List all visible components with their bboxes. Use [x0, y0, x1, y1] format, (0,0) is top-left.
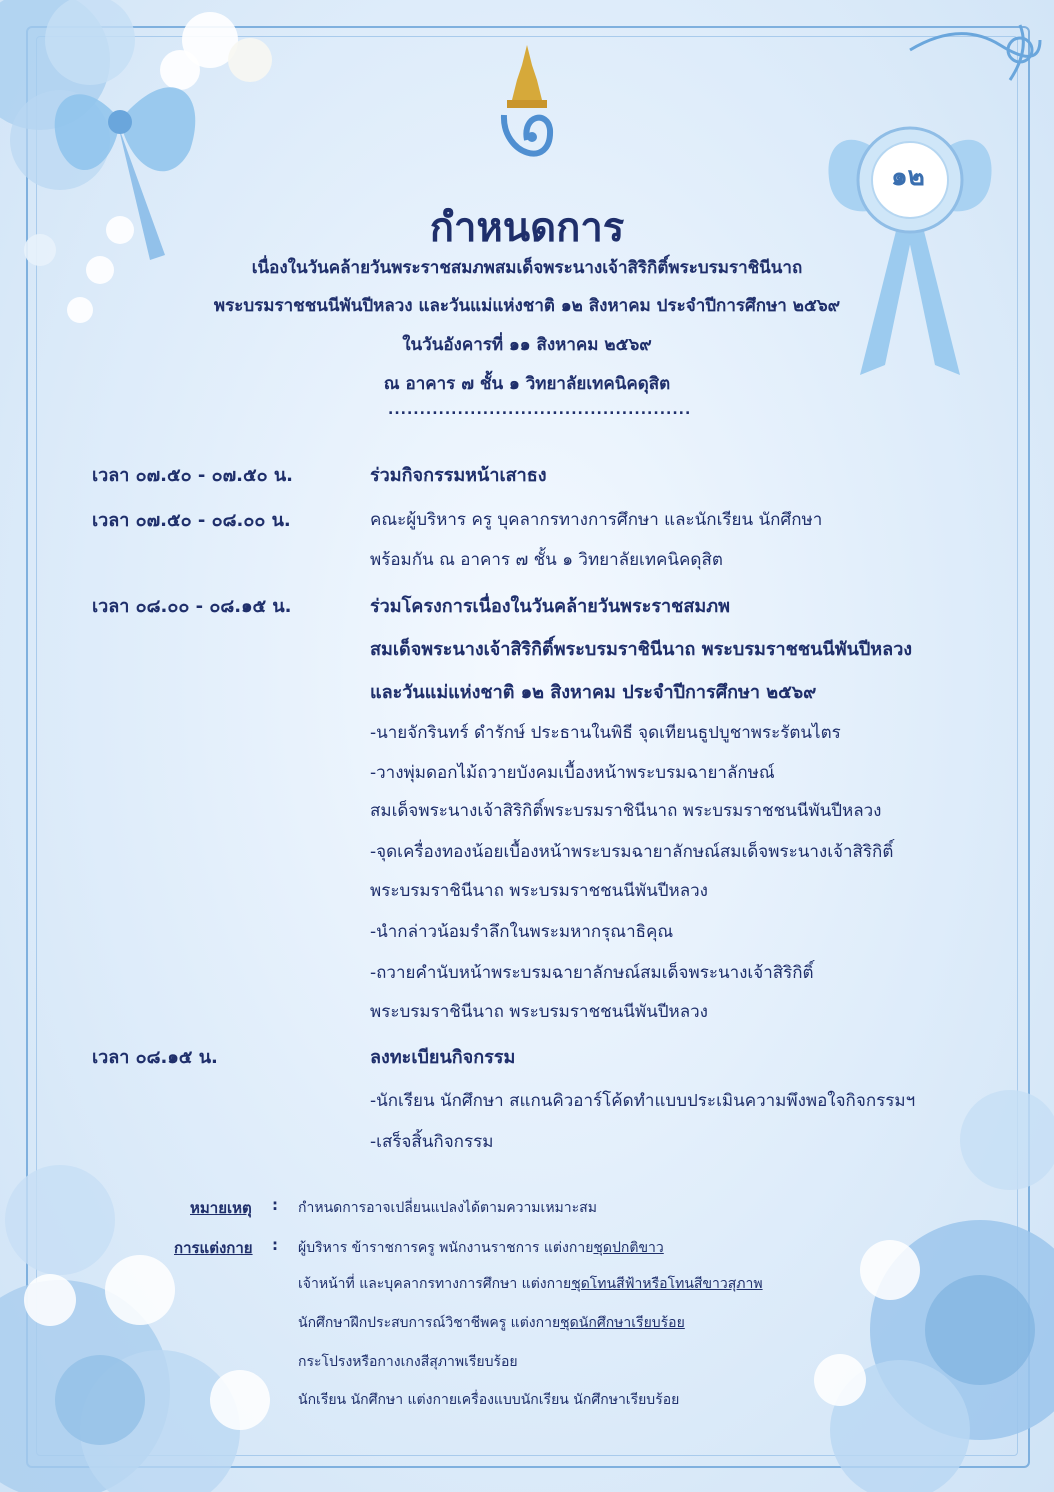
schedule-line: พร้อมกัน ณ อาคาร ๗ ชั้น ๑ วิทยาลัยเทคนิคดุสิต [370, 550, 723, 570]
schedule-line: สมเด็จพระนางเจ้าสิริกิติ์พระบรมราชินีนาถ พระบรมราชชนนีพันปีหลวง [370, 639, 913, 660]
dress-line-1 [298, 1237, 664, 1259]
schedule-line: -วางพุ่มดอกไม้ถวายบังคมเบื้องหน้าพระบรมฉายาลักษณ์ [370, 763, 775, 783]
dress-line-3-highlight: ชุดนักศึกษาเรียบร้อย [560, 1315, 685, 1331]
royal-emblem [492, 45, 562, 170]
flower-cluster-bottom-right [780, 1050, 1054, 1492]
schedule-time: เวลา ๐๘.๐๐ - ๐๘.๑๕ น. [92, 596, 292, 617]
subtitle-line-2: พระบรมราชชนนีพันปีหลวง และวันแม่แห่งชาติ ๑๒ สิงหาคม ประจำปีการศึกษา ๒๕๖๙ [213, 296, 841, 316]
date-line: ในวันอังคารที่ ๑๑ สิงหาคม ๒๕๖๙ [402, 335, 652, 355]
badge-number: ๑๒ [891, 162, 925, 192]
schedule-line: -นำกล่าวน้อมรำลึกในพระมหากรุณาธิคุณ [370, 922, 674, 942]
remark-colon: : [272, 1196, 278, 1214]
dress-line-3 [298, 1312, 685, 1334]
schedule-line: พระบรมราชินีนาถ พระบรมราชชนนีพันปีหลวง [370, 881, 708, 901]
schedule-line: พระบรมราชินีนาถ พระบรมราชชนนีพันปีหลวง [370, 1002, 708, 1022]
dress-line-4: กระโปรงหรือกางเกงสีสุภาพเรียบร้อย [298, 1354, 518, 1370]
subtitle-line-1: เนื่องในวันคล้ายวันพระราชสมภพสมเด็จพระนางเจ้าสิริกิติ์พระบรมราชินีนาถ [251, 258, 803, 278]
schedule-line: -นักเรียน นักศึกษา สแกนคิวอาร์โค้ดทำแบบประเมินความพึงพอใจกิจกรรมฯ [370, 1091, 916, 1111]
schedule-line: ร่วมโครงการเนื่องในวันคล้ายวันพระราชสมภพ [370, 596, 730, 617]
dress-colon: : [272, 1236, 278, 1254]
schedule-line: -นายจักรินทร์ ดำรักษ์ ประธานในพิธี จุดเทียนธูปบูชาพระรัตนไตร [370, 723, 841, 743]
dress-line-3-text: นักศึกษาฝึกประสบการณ์วิชาชีพครู แต่งกาย [298, 1315, 561, 1331]
schedule-line: ลงทะเบียนกิจกรรม [370, 1047, 516, 1068]
schedule-time: เวลา ๐๘.๑๕ น. [92, 1047, 218, 1068]
schedule-line: และวันแม่แห่งชาติ ๑๒ สิงหาคม ประจำปีการศึกษา ๒๕๖๙ [370, 682, 817, 703]
dress-line-2 [298, 1273, 763, 1295]
remark-label: หมายเหตุ [190, 1199, 252, 1217]
schedule-line: -เสร็จสิ้นกิจกรรม [370, 1132, 494, 1152]
dress-label: การแต่งกาย [174, 1239, 253, 1257]
venue-line: ณ อาคาร ๗ ชั้น ๑ วิทยาลัยเทคนิคดุสิต [383, 374, 671, 394]
divider-dots: ................................................ [388, 402, 692, 418]
dress-line-1-text: ผู้บริหาร ข้าราชการครู พนักงานราชการ แต่งกาย [298, 1240, 594, 1256]
schedule-line: -ถวายคำนับหน้าพระบรมฉายาลักษณ์สมเด็จพระนางเจ้าสิริกิติ์ [370, 963, 814, 983]
schedule-line: -จุดเครื่องทองน้อยเบื้องหน้าพระบรมฉายาลักษณ์สมเด็จพระนางเจ้าสิริกิติ์ [370, 842, 894, 862]
dress-line-2-highlight: ชุดโทนสีฟ้าหรือโทนสีขาวสุภาพ [571, 1276, 763, 1292]
schedule-time: เวลา ๐๗.๕๐ - ๐๘.๐๐ น. [92, 510, 291, 531]
schedule-line: คณะผู้บริหาร ครู บุคลากรทางการศึกษา และนักเรียน นักศึกษา [370, 510, 823, 530]
dress-line-1-highlight: ชุดปกติขาว [593, 1240, 664, 1256]
dress-line-5: นักเรียน นักศึกษา แต่งกายเครื่องแบบนักเรียน นักศึกษาเรียบร้อย [298, 1392, 680, 1408]
dress-line-2-text: เจ้าหน้าที่ และบุคลากรทางการศึกษา แต่งกาย [298, 1276, 572, 1292]
schedule-line: สมเด็จพระนางเจ้าสิริกิติ์พระบรมราชินีนาถ พระบรมราชชนนีพันปีหลวง [370, 801, 882, 821]
flower-cluster-bottom-left [0, 1100, 330, 1492]
schedule-time: เวลา ๐๗.๕๐ - ๐๗.๕๐ น. [92, 465, 294, 486]
remark-text: กำหนดการอาจเปลี่ยนแปลงได้ตามความเหมาะสม [298, 1200, 597, 1216]
page-title: กำหนดการ [429, 205, 625, 251]
schedule-line: ร่วมกิจกรรมหน้าเสาธง [370, 465, 547, 486]
